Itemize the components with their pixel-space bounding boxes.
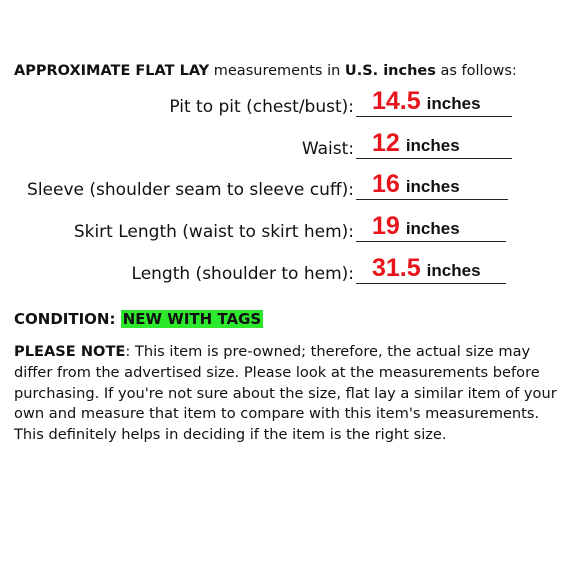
measurement-unit: inches: [405, 219, 460, 238]
note-label: PLEASE NOTE: [14, 343, 126, 360]
header-follows: as follows:: [435, 63, 517, 79]
condition-label: CONDITION:: [14, 310, 116, 328]
measurement-row-waist: [0, 129, 580, 160]
measurement-value-line: [356, 214, 506, 242]
header-units: U.S. inches: [344, 63, 436, 79]
measurement-value: 16: [372, 170, 400, 198]
measurement-value-line: [356, 256, 506, 284]
measurement-row-length: [0, 254, 580, 285]
measurement-label: Sleeve (shoulder seam to sleeve cuff):: [27, 180, 354, 200]
condition-line: [14, 310, 263, 328]
measurement-label: Length (shoulder to hem):: [131, 264, 354, 284]
measurement-label: Pit to pit (chest/bust):: [169, 97, 354, 117]
measurement-value: 12: [372, 129, 400, 157]
measurement-unit: inches: [426, 261, 481, 280]
measurement-value: 19: [372, 212, 400, 240]
measurement-row-sleeve: [0, 170, 580, 201]
measurement-value: 31.5: [372, 254, 421, 282]
measurement-value-line: [356, 172, 508, 200]
measurement-unit: inches: [405, 136, 460, 155]
measurement-label: Waist:: [301, 139, 354, 159]
note-text: : This item is pre-owned; therefore, the actual size may differ from the advertised size. Please look at the measurements before purchasing. If you're not sure about the size, flat lay a similar item of your own and measure that item to compare with this item's measurements. This definitely helps in deciding if the item is the right size.: [14, 343, 557, 444]
measurement-row-skirt-length: [0, 212, 580, 243]
please-note-paragraph: [14, 342, 570, 446]
measurement-label: Skirt Length (waist to skirt hem):: [73, 222, 354, 242]
measurement-row-pit-to-pit: [0, 87, 580, 118]
measurement-unit: inches: [426, 94, 481, 113]
condition-badge: NEW WITH TAGS: [122, 310, 262, 328]
measurement-unit: inches: [405, 177, 460, 196]
header-flat-lay: APPROXIMATE FLAT LAY: [14, 63, 210, 79]
measurement-value: 14.5: [372, 87, 421, 115]
header-measurements: measurements in: [209, 63, 345, 79]
header-line: [14, 63, 517, 79]
measurement-value-line: [356, 89, 512, 117]
measurement-value-line: [356, 131, 512, 159]
